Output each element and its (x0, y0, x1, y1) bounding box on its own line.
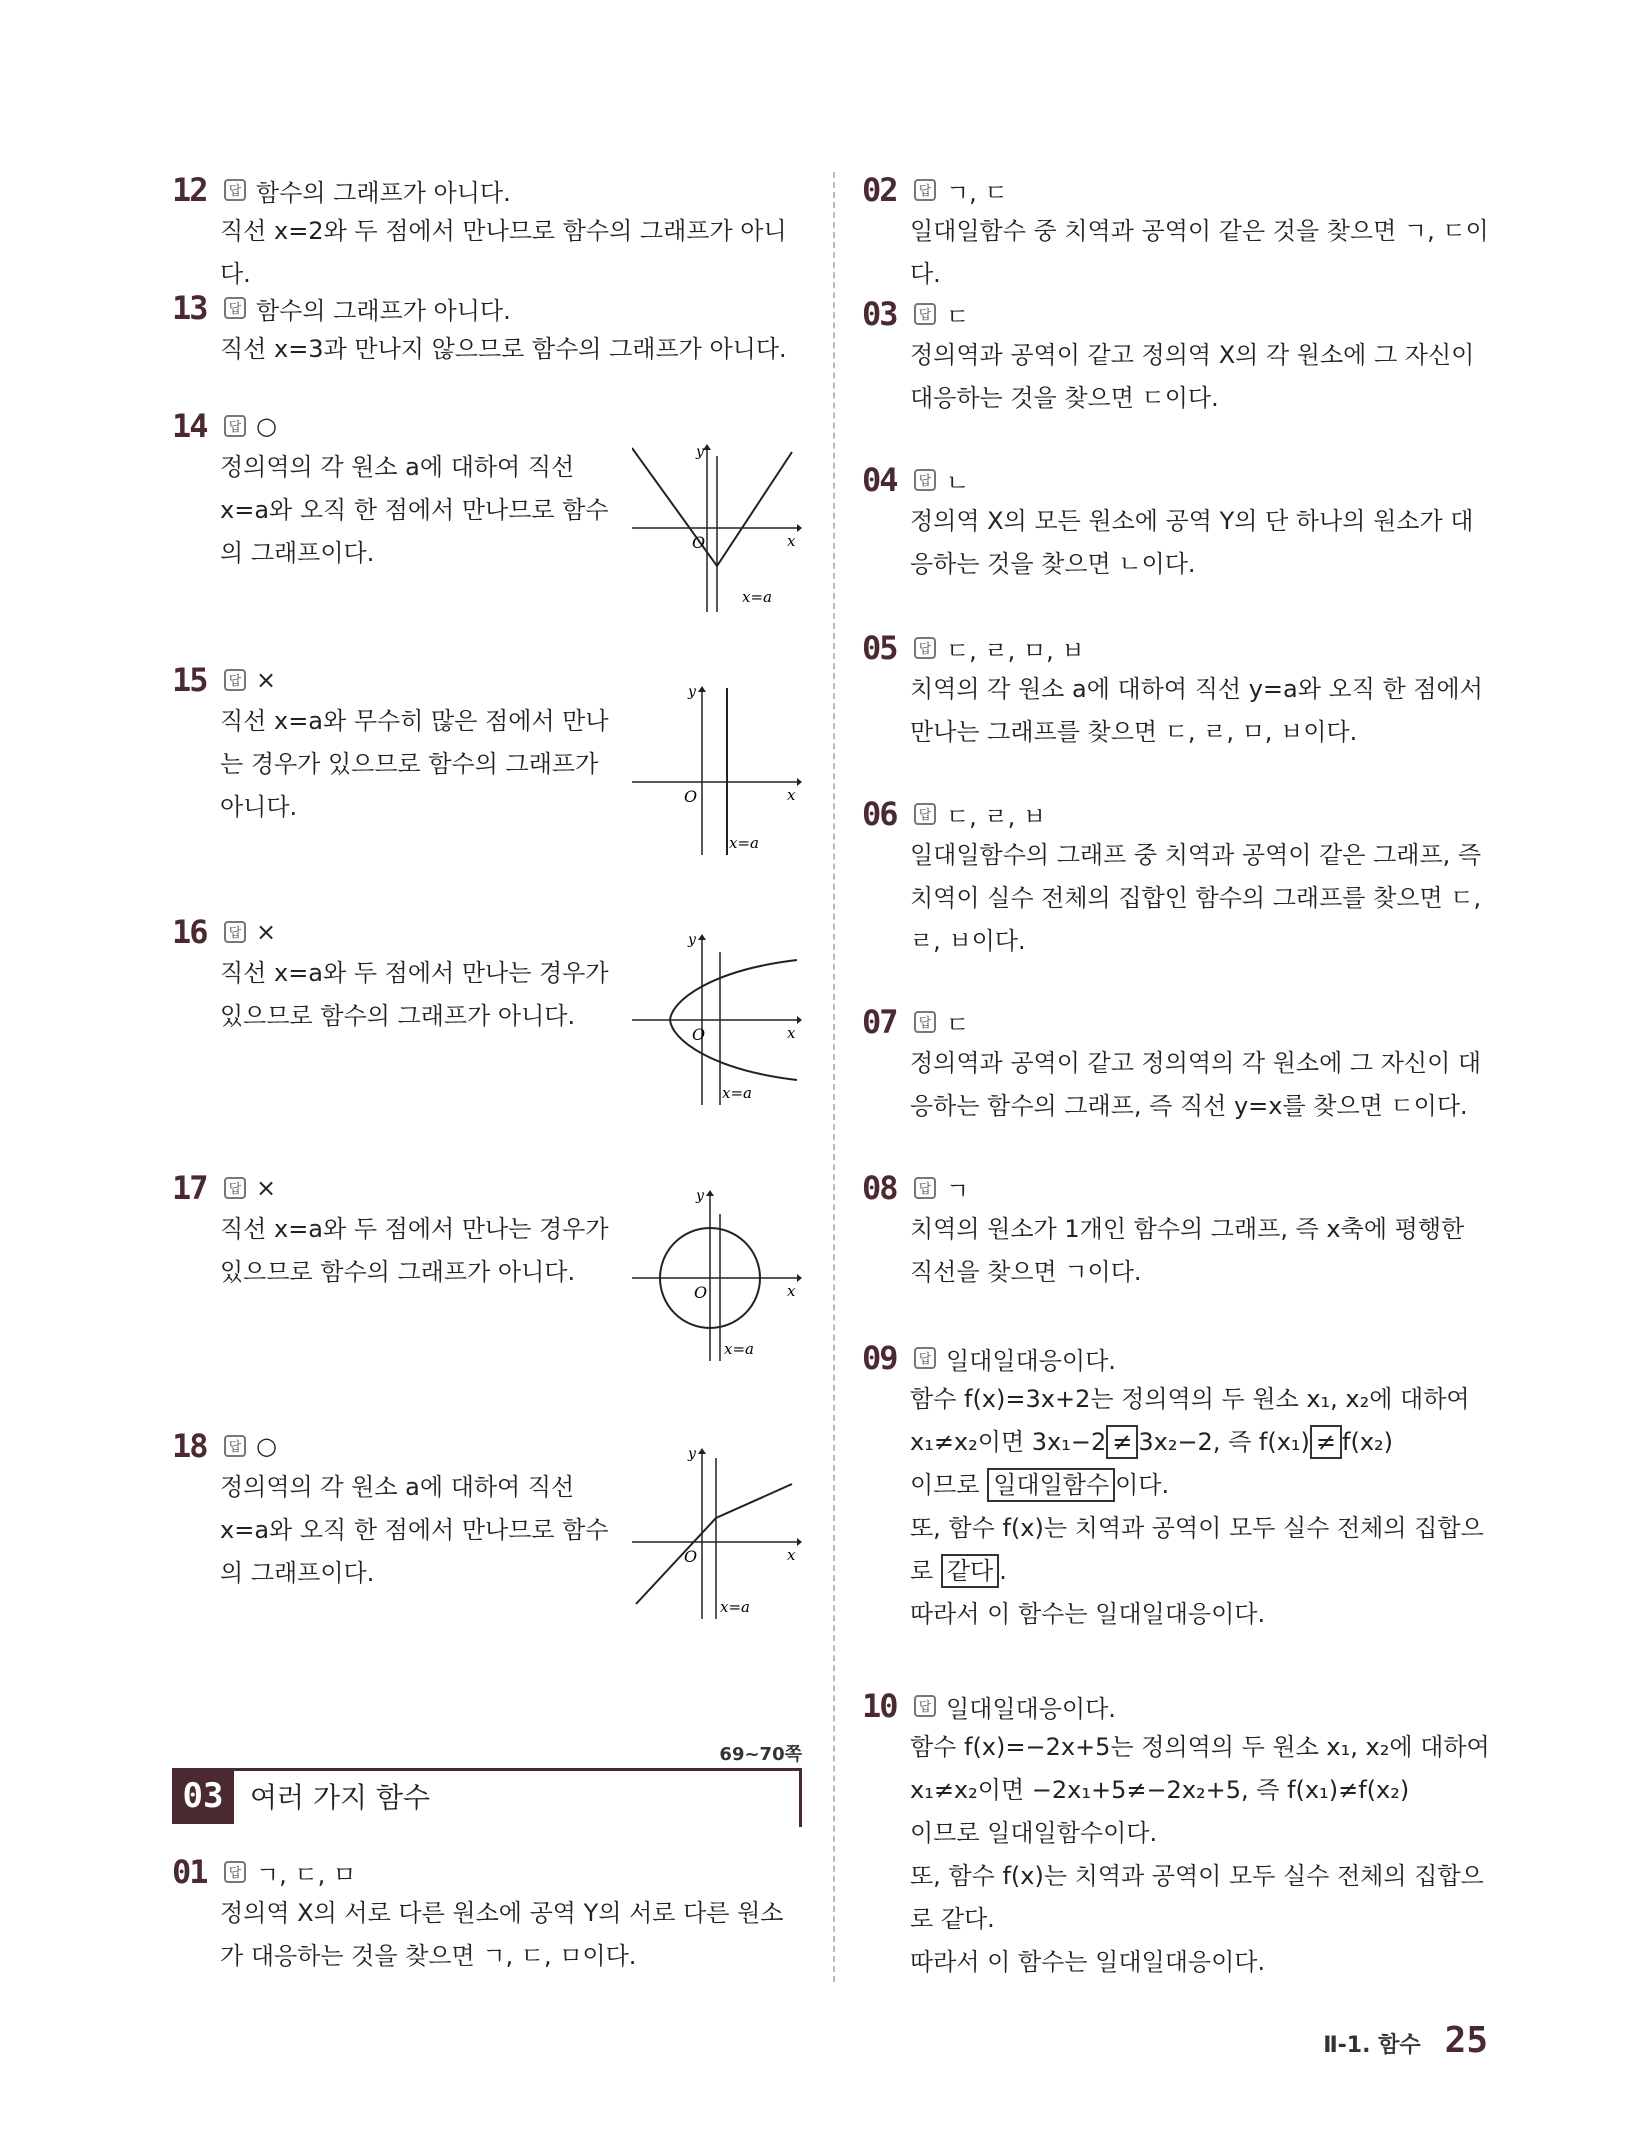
solution-text: 정의역 X의 서로 다른 원소에 공역 Y의 서로 다른 원소가 대응하는 것을 찾으면 ㄱ, ㄷ, ㅁ이다. (220, 1899, 784, 1970)
problem-02 (862, 170, 1492, 296)
parabola-graph (632, 930, 802, 1105)
problem-number: 16 (172, 913, 207, 951)
problem-05 (862, 628, 1492, 754)
answer-badge: 답 (914, 1347, 936, 1369)
solution-text: 정의역 X의 모든 원소에 공역 Y의 단 하나의 원소가 대응하는 것을 찾으면 ㄴ이다. (910, 507, 1474, 578)
y-axis-label: y (688, 684, 696, 700)
problem-08 (862, 1168, 1492, 1294)
answer-badge: 답 (914, 1177, 936, 1199)
y-axis-label: y (688, 932, 696, 948)
origin-label: O (684, 1547, 698, 1566)
problem-10 (862, 1686, 1492, 1984)
solution-line (910, 1421, 1492, 1464)
problem-number: 15 (172, 661, 207, 699)
line-label: x=a (724, 1340, 754, 1358)
answer-badge: 답 (224, 921, 246, 943)
text-segment: 3x₂−2, 즉 f(x₁) (1138, 1428, 1310, 1456)
problem-18 (172, 1426, 802, 1616)
answer-text: 일대일대응이다. (946, 1694, 1116, 1723)
solution-text: 직선 x=a와 두 점에서 만나는 경우가 있으므로 함수의 그래프가 아니다. (220, 1215, 609, 1286)
answer-badge: 답 (224, 1177, 246, 1199)
answer-text: 일대일대응이다. (946, 1346, 1116, 1375)
line-label: x=a (720, 1598, 750, 1616)
x-axis-label: x (787, 1282, 796, 1300)
solution-line: 따라서 이 함수는 일대일대응이다. (910, 1600, 1266, 1628)
text-segment: f(x₂) (1342, 1428, 1393, 1456)
answer-text: ㄱ, ㄷ, ㅁ (256, 1860, 357, 1889)
problem-number: 08 (862, 1169, 897, 1207)
solution-line: 이므로 일대일함수이다. (910, 1819, 1158, 1847)
answer-text: × (256, 666, 277, 694)
answer-badge: 답 (914, 179, 936, 201)
problem-03 (862, 294, 1492, 420)
v-shape-graph (632, 442, 802, 612)
answer-badge: 답 (914, 637, 936, 659)
solution-text: 치역의 원소가 1개인 함수의 그래프, 즉 x축에 평행한 직선을 찾으면 ㄱ이다. (910, 1215, 1465, 1286)
answer-text: × (256, 1174, 277, 1202)
solution-text: 치역의 각 원소 a에 대하여 직선 y=a와 오직 한 점에서 만나는 그래프를 찾으면 ㄷ, ㄹ, ㅁ, ㅂ이다. (910, 675, 1483, 746)
section-page-range: 69~70쪽 (719, 1744, 802, 1765)
solution-text: 직선 x=a와 두 점에서 만나는 경우가 있으므로 함수의 그래프가 아니다. (220, 959, 609, 1030)
solution-text: 정의역과 공역이 같고 정의역의 각 원소에 그 자신이 대응하는 함수의 그래프, 즉 직선 y=x를 찾으면 ㄷ이다. (910, 1049, 1482, 1120)
answer-text: ㄴ (946, 468, 970, 497)
text-segment: 이므로 (910, 1471, 980, 1499)
problem-number: 14 (172, 407, 207, 445)
answer-badge: 답 (224, 415, 246, 437)
solution-text: 정의역의 각 원소 a에 대하여 직선 x=a와 오직 한 점에서 만나므로 함수의 그래프이다. (220, 453, 609, 567)
x-axis-label: x (787, 1546, 796, 1564)
problem-number: 10 (862, 1687, 897, 1725)
solution-line: x₁≠x₂이면 −2x₁+5≠−2x₂+5, 즉 f(x₁)≠f(x₂) (910, 1776, 1410, 1804)
problem-16 (172, 912, 802, 1102)
solution-line (910, 1550, 1492, 1593)
answer-badge: 답 (224, 669, 246, 691)
solution-text: 일대일함수 중 치역과 공역이 같은 것을 찾으면 ㄱ, ㄷ이다. (910, 217, 1489, 288)
problem-number: 06 (862, 795, 897, 833)
column-divider (833, 172, 835, 1982)
solution-text: 직선 x=a와 무수히 많은 점에서 만나는 경우가 있으므로 함수의 그래프가 아니다. (220, 707, 609, 821)
problem-number: 05 (862, 629, 897, 667)
solution-text (910, 1378, 1492, 1636)
bent-line-graph (632, 1444, 802, 1619)
answer-text: ○ (256, 412, 277, 440)
line-label: x=a (722, 1084, 752, 1102)
problem-14 (172, 406, 802, 606)
problem-04 (862, 460, 1492, 586)
problem-number: 01 (172, 1853, 207, 1891)
answer-text: ㄱ, ㄷ (946, 178, 1008, 207)
answer-badge: 답 (914, 1695, 936, 1717)
origin-label: O (684, 787, 698, 806)
problem-number: 02 (862, 171, 897, 209)
solution-line: 따라서 이 함수는 일대일대응이다. (910, 1948, 1266, 1976)
text-segment: 이다. (1115, 1471, 1170, 1499)
answer-box: ≠ (1310, 1425, 1342, 1459)
solution-line: 또, 함수 f(x)는 치역과 공역이 모두 실수 전체의 집합으 (910, 1514, 1484, 1542)
problem-17 (172, 1168, 802, 1358)
solution-line (910, 1464, 1492, 1507)
answer-text: 함수의 그래프가 아니다. (256, 178, 511, 207)
x-axis-label: x (787, 1024, 796, 1042)
answer-badge: 답 (914, 303, 936, 325)
x-axis-label: x (787, 786, 796, 804)
answer-text: ㄷ, ㄹ, ㅂ (946, 802, 1047, 831)
problem-number: 04 (862, 461, 897, 499)
problem-13 (172, 288, 802, 371)
answer-badge: 답 (914, 1011, 936, 1033)
solution-line: 함수 f(x)=−2x+5는 정의역의 두 원소 x₁, x₂에 대하여 (910, 1733, 1490, 1761)
problem-01 (172, 1852, 802, 1978)
y-axis-label: y (688, 1446, 696, 1462)
solution-line: 또, 함수 f(x)는 치역과 공역이 모두 실수 전체의 집합으 (910, 1862, 1484, 1890)
answer-box: 같다 (941, 1554, 999, 1588)
section-number: 03 (172, 1768, 234, 1824)
x-axis-label: x (787, 532, 796, 550)
problem-15 (172, 660, 802, 852)
page-number: 25 (1444, 2020, 1488, 2061)
section-title: 여러 가지 함수 (250, 1781, 431, 1814)
origin-label: O (692, 1025, 706, 1044)
answer-badge: 답 (914, 803, 936, 825)
answer-text: ㄷ (946, 1010, 970, 1039)
problem-09 (862, 1338, 1492, 1636)
answer-badge: 답 (224, 297, 246, 319)
problem-12 (172, 170, 802, 296)
answer-badge: 답 (224, 179, 246, 201)
answer-text: 함수의 그래프가 아니다. (256, 296, 511, 325)
solution-text: 정의역의 각 원소 a에 대하여 직선 x=a와 오직 한 점에서 만나므로 함수의 그래프이다. (220, 1473, 609, 1587)
answer-text: ㄷ, ㄹ, ㅁ, ㅂ (946, 636, 1085, 665)
y-axis-label: y (696, 444, 704, 460)
answer-badge: 답 (224, 1435, 246, 1457)
problem-number: 17 (172, 1169, 207, 1207)
answer-box: 일대일함수 (987, 1468, 1115, 1502)
answer-badge: 답 (914, 469, 936, 491)
problem-number: 12 (172, 171, 207, 209)
solution-text: 직선 x=2와 두 점에서 만나므로 함수의 그래프가 아니다. (220, 217, 787, 288)
answer-text: × (256, 918, 277, 946)
solution-text (910, 1726, 1492, 1984)
problem-07 (862, 1002, 1492, 1128)
origin-label: O (692, 533, 706, 552)
text-segment: x₁≠x₂이면 3x₁−2 (910, 1428, 1107, 1456)
line-label: x=a (729, 834, 759, 852)
text-segment: . (999, 1557, 1007, 1585)
page-footer (1323, 2020, 1488, 2061)
problem-number: 03 (862, 295, 897, 333)
solution-line: 로 같다. (910, 1905, 995, 1933)
answer-text: ㄷ (946, 302, 970, 331)
answer-box: ≠ (1106, 1425, 1138, 1459)
answer-badge: 답 (224, 1861, 246, 1883)
origin-label: O (694, 1283, 708, 1302)
chapter-label: Ⅱ-1. 함수 (1323, 2033, 1421, 2058)
line-label: x=a (742, 588, 772, 606)
answer-text: ○ (256, 1432, 277, 1460)
solution-text: 일대일함수의 그래프 중 치역과 공역이 같은 그래프, 즉 치역이 실수 전체의 집합인 함수의 그래프를 찾으면 ㄷ, ㄹ, ㅂ이다. (910, 841, 1482, 955)
problem-number: 13 (172, 289, 207, 327)
problem-number: 07 (862, 1003, 897, 1041)
problem-number: 18 (172, 1427, 207, 1465)
problem-06 (862, 794, 1492, 963)
text-segment: 로 (910, 1557, 934, 1585)
vertical-line-graph (632, 680, 802, 855)
y-axis-label: y (696, 1188, 704, 1204)
solution-line: 함수 f(x)=3x+2는 정의역의 두 원소 x₁, x₂에 대하여 (910, 1385, 1470, 1413)
solution-text: 직선 x=3과 만나지 않으므로 함수의 그래프가 아니다. (220, 335, 787, 363)
answer-text: ㄱ (946, 1176, 970, 1205)
problem-number: 09 (862, 1339, 897, 1377)
circle-graph (632, 1186, 802, 1361)
solution-text: 정의역과 공역이 같고 정의역 X의 각 원소에 그 자신이 대응하는 것을 찾으면 ㄷ이다. (910, 341, 1475, 412)
